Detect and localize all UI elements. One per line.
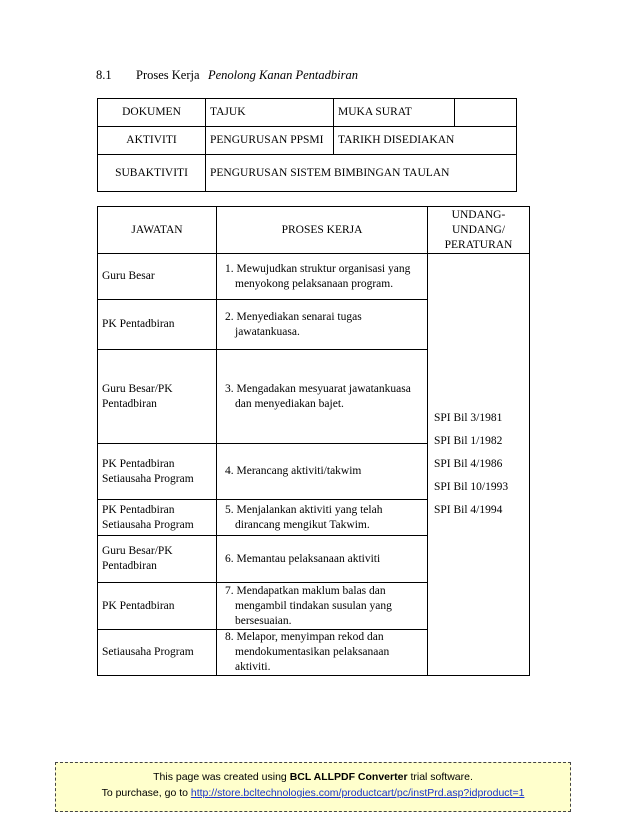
jawatan-cell: PK Pentadbiran bbox=[98, 300, 217, 350]
aktiviti-label: AKTIVITI bbox=[98, 127, 206, 155]
aktiviti-value: PENGURUSAN PPSMI bbox=[206, 127, 334, 155]
law-item: SPI Bil 4/1994 bbox=[434, 504, 503, 516]
undang-header-line3: PERATURAN bbox=[444, 238, 513, 251]
table-row bbox=[98, 254, 530, 300]
jawatan-cell: Guru Besar/PK Pentadbiran bbox=[98, 536, 217, 583]
jawatan-cell: PK Pentadbiran bbox=[98, 583, 217, 630]
law-item: SPI Bil 3/1981 bbox=[434, 412, 503, 424]
tajuk-label: TAJUK bbox=[206, 99, 334, 127]
jawatan-cell: Guru Besar bbox=[98, 254, 217, 300]
law-item: SPI Bil 1/1982 bbox=[434, 435, 503, 447]
proses-cell: 1. Mewujudkan struktur organisasi yang menyokong pelaksanaan program. bbox=[217, 254, 428, 300]
law-item: SPI Bil 4/1986 bbox=[434, 458, 503, 470]
jawatan-header: JAWATAN bbox=[98, 207, 217, 254]
purchase-link[interactable]: http://store.bcltechnologies.com/productcart/pc/instPrd.asp?idproduct=1 bbox=[190, 787, 525, 799]
subaktiviti-label: SUBAKTIVITI bbox=[98, 155, 206, 192]
muka-surat-label: MUKA SURAT bbox=[334, 99, 455, 127]
proses-cell: 2. Menyediakan senarai tugas jawatankuasa. bbox=[217, 300, 428, 350]
proses-cell: 7. Mendapatkan maklum balas dan mengambil tindakan susulan yang bersesuaian. bbox=[217, 583, 428, 630]
section-title: Penolong Kanan Pentadbiran bbox=[208, 68, 358, 82]
proses-cell: 8. Melapor, menyimpan rekod dan mendokumentasikan pelaksanaan aktiviti. bbox=[217, 630, 428, 676]
jawatan-cell: Setiausaha Program bbox=[98, 630, 217, 676]
process-table bbox=[97, 206, 530, 676]
proses-cell: 5. Menjalankan aktiviti yang telah dirancang mengikut Takwim. bbox=[217, 500, 428, 536]
process-label: Proses Kerja bbox=[136, 68, 200, 82]
product-name: BCL ALLPDF Converter bbox=[289, 771, 408, 783]
proses-cell: 3. Mengadakan mesyuarat jawatankuasa dan menyediakan bajet. bbox=[217, 350, 428, 444]
undang-header bbox=[428, 207, 530, 254]
trial-notice-line1: This page was created using BCL ALLPDF Converter trial software. bbox=[153, 771, 473, 783]
dokumen-label: DOKUMEN bbox=[98, 99, 206, 127]
proses-header: PROSES KERJA bbox=[217, 207, 428, 254]
tarikh-label bbox=[334, 127, 517, 155]
subaktiviti-value: PENGURUSAN SISTEM BIMBINGAN TAULAN bbox=[206, 155, 517, 192]
undang-header-line2: UNDANG/ bbox=[451, 223, 506, 236]
proses-cell: 6. Memantau pelaksanaan aktiviti bbox=[217, 536, 428, 583]
jawatan-cell: PK Pentadbiran Setiausaha Program bbox=[98, 444, 217, 500]
tarikh-label-text: TARIKH DISEDIAKAN bbox=[338, 134, 455, 146]
info-table bbox=[97, 98, 517, 192]
trial-notice-line2: To purchase, go to http://store.bcltechnologies.com/productcart/pc/instPrd.asp?idproduct=1 bbox=[101, 787, 525, 799]
laws-cell bbox=[428, 254, 530, 676]
proses-cell: 4. Merancang aktiviti/takwim bbox=[217, 444, 428, 500]
undang-header-line1: UNDANG- bbox=[451, 208, 506, 221]
law-item: SPI Bil 10/1993 bbox=[434, 481, 509, 493]
jawatan-cell: Guru Besar/PK Pentadbiran bbox=[98, 350, 217, 444]
muka-surat-value bbox=[455, 99, 517, 127]
section-number: 8.1 bbox=[96, 68, 112, 82]
trial-notice bbox=[55, 762, 571, 812]
jawatan-cell: PK Pentadbiran Setiausaha Program bbox=[98, 500, 217, 536]
